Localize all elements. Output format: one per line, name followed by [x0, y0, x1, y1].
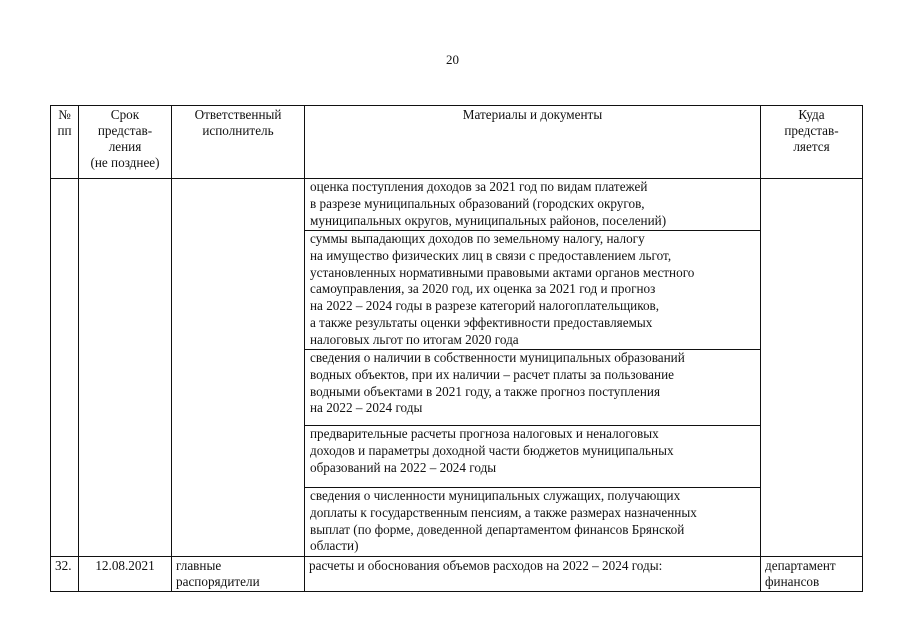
header-executor: Ответственный исполнитель	[172, 106, 305, 179]
material-item: сведения о численности муниципальных служащих, получающих доплаты к государственным пенсиям, а также размерах назначенных выплат (по форме, доведенной департаментом финансов Брянской области)	[310, 488, 697, 554]
row32-num: 32.	[51, 557, 79, 592]
header-num: № пп	[51, 106, 79, 179]
table-row-continued	[51, 179, 863, 557]
row32-executor: главные распорядители	[172, 557, 305, 592]
cell-executor-empty	[172, 179, 305, 557]
material-item: суммы выпадающих доходов по земельному налогу, налогу на имущество физических лиц в связи с предоставлением льгот, установленных нормативными правовыми актами органов местного самоуправления, за 2020 год, их оценка за 2021 год и прогноз на 2022 – 2024 годы в разрезе категорий налогоплательщиков, а также результаты оценки эффективности предоставляемых налоговых льгот по итогам 2020 года	[305, 231, 760, 350]
cell-destination-empty	[761, 179, 863, 557]
table-header-row	[51, 106, 863, 179]
material-item: сведения о наличии в собственности муниципальных образований водных объектов, при их наличии – расчет платы за пользование водными объектами в 2021 году, а также прогноз поступления на 2022 – 2024 годы	[305, 350, 760, 426]
cell-deadline-empty	[79, 179, 172, 557]
page-number: 20	[446, 52, 459, 67]
row32-deadline: 12.08.2021	[79, 557, 172, 592]
cell-num-empty	[51, 179, 79, 557]
schedule-table	[50, 105, 863, 592]
row32-materials: расчеты и обоснования объемов расходов на 2022 – 2024 годы:	[305, 557, 761, 592]
header-destination: Куда представ- ляется	[761, 106, 863, 179]
material-item: предварительные расчеты прогноза налоговых и неналоговых доходов и параметры доходной части бюджетов муниципальных образований на 2022 – 2024 годы	[305, 426, 760, 488]
header-deadline: Срок представ- ления (не позднее)	[79, 106, 172, 179]
cell-materials-list	[305, 179, 761, 557]
row32-destination: департамент финансов	[761, 557, 863, 592]
material-item: оценка поступления доходов за 2021 год по видам платежей в разрезе муниципальных образований (городских округов, муниципальных округов, муниципальных районов, поселений)	[305, 179, 760, 231]
header-materials: Материалы и документы	[305, 106, 761, 179]
table-row	[51, 557, 863, 592]
